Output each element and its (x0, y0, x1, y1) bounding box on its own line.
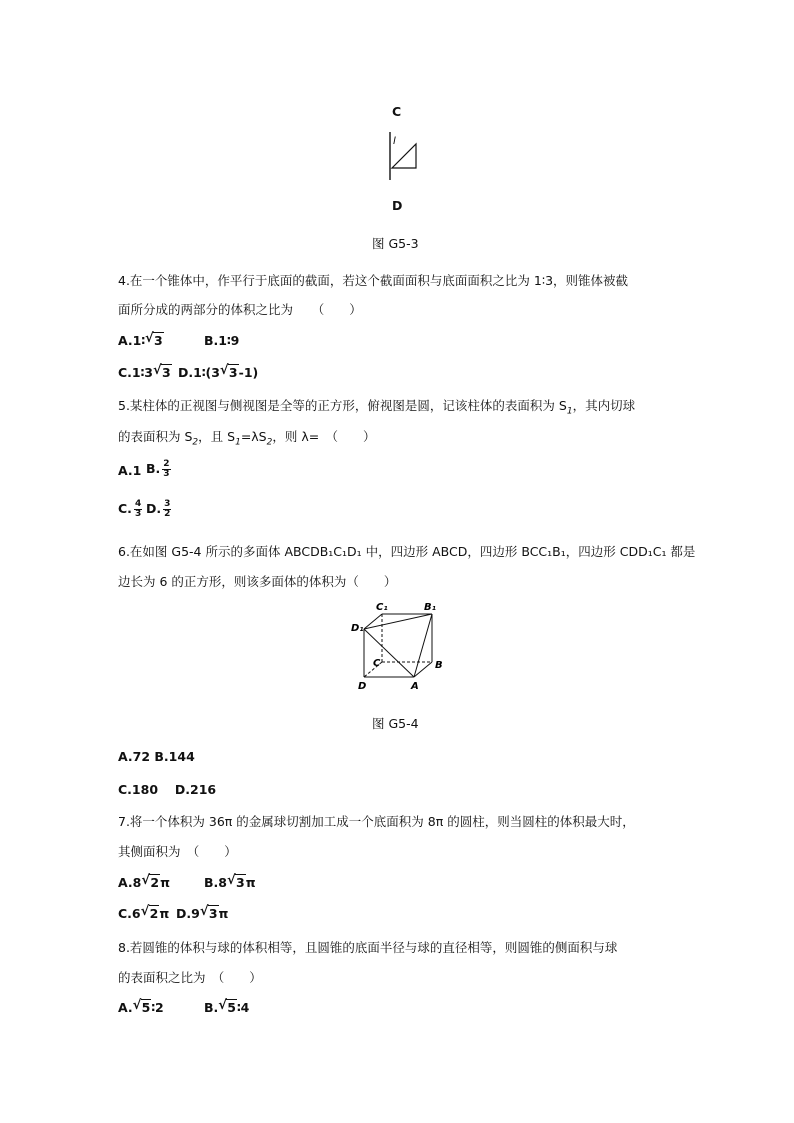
q5-sub-1: 1 (566, 406, 573, 417)
fig4-edge (364, 629, 414, 677)
q5-option-b-num: 2 (163, 459, 170, 469)
q8-option-b-radicand: 5 (227, 1000, 236, 1015)
q5-option-b-den: 3 (163, 469, 170, 479)
q7-option-c-suffix: π (159, 906, 170, 921)
q5-line1-main: 5.某柱体的正视图与侧视图是全等的正方形，俯视图是圆，记该柱体的表面积为 S (118, 398, 567, 413)
q7-option-a-prefix: A.8 (118, 875, 142, 890)
fig4-diagram (350, 600, 450, 694)
fig4-label-b1: B₁ (424, 602, 437, 613)
q4-option-a (118, 333, 164, 348)
q4-option-b: B.1∶9 (204, 333, 240, 348)
q4-option-a-prefix: A.1∶ (118, 333, 146, 348)
q8-option-b (204, 1000, 249, 1015)
q5-option-b (146, 460, 171, 479)
fig3-side-label: l (393, 136, 396, 147)
sqrt-symbol: √ 3 (153, 363, 171, 380)
fig3-diagram (380, 128, 430, 184)
q4-option-d-prefix: D.1∶(3 (178, 365, 220, 380)
fig4-edge (414, 662, 432, 677)
q4-option-a-radicand: 3 (154, 333, 163, 348)
q8-option-a (118, 1000, 164, 1015)
fig4-label-b: B (435, 660, 443, 671)
q7-option-a-radicand: 2 (150, 875, 160, 890)
q7-option-c-radicand: 2 (149, 906, 159, 921)
q7-option-d-radicand: 3 (208, 906, 218, 921)
q5-line1-end: ，其内切球 (572, 398, 636, 413)
q5-option-d-prefix: D. (146, 501, 162, 516)
q8-option-b-prefix: B. (204, 1000, 219, 1015)
q8-option-a-radicand: 5 (141, 1000, 151, 1015)
fig4-label-a: A (411, 681, 419, 692)
q6-text-line2: 边长为 6 的正方形，则该多面体的体积为（ ） (118, 574, 397, 589)
fig4-label-d: D (358, 681, 367, 692)
q7-option-d-prefix: D.9 (176, 906, 200, 921)
q8-text-line1: 8.若圆锥的体积与球的体积相等，且圆锥的底面半径与球的直径相等，则圆锥的侧面积与球 (118, 940, 618, 955)
q5-option-d (146, 500, 171, 519)
q5-option-c (118, 500, 142, 519)
q7-option-b-prefix: B.8 (204, 875, 227, 890)
fig3-triangle (392, 144, 416, 168)
q5-line2-c: =λS (240, 429, 267, 444)
q6-options-cd: C.180 D.216 (118, 782, 217, 797)
sqrt-symbol: √ 5 (218, 998, 236, 1015)
q5-option-c-num: 4 (134, 499, 142, 509)
sqrt-symbol: √ 5 (132, 998, 151, 1015)
q5-text-line1 (118, 396, 635, 417)
q6-options-ab: A.72 B.144 (118, 749, 195, 764)
sqrt-symbol: √ 3 (199, 904, 218, 921)
fig4-edge (414, 614, 432, 677)
fig4-label-c1: C₁ (376, 602, 388, 613)
q8-option-b-suffix: ∶4 (236, 1000, 250, 1015)
q7-option-b-suffix: π (245, 875, 256, 890)
fig4-label-d1: D₁ (351, 623, 364, 634)
q5-option-d-num: 3 (164, 499, 171, 509)
q5-option-c-prefix: C. (118, 501, 132, 516)
sqrt-symbol: √ 2 (141, 873, 160, 890)
q7-option-b-radicand: 3 (235, 875, 245, 890)
q7-option-a (118, 875, 170, 890)
q5-sub-1b: 1 (235, 437, 241, 448)
fraction (134, 500, 142, 519)
q8-option-a-prefix: A. (118, 1000, 133, 1015)
fraction (163, 500, 171, 519)
q4-option-c-prefix: C.1∶3 (118, 365, 153, 380)
sqrt-symbol: √ 3 (219, 363, 238, 380)
fig4-label-c: C (373, 658, 381, 669)
q7-option-b (204, 875, 256, 890)
q4-option-c (118, 365, 172, 380)
q7-text-line2: 其侧面积为 （ ） (118, 844, 237, 859)
q5-option-b-prefix: B. (146, 461, 161, 476)
q7-option-c-prefix: C.6 (118, 906, 141, 921)
sqrt-symbol: √ 3 (145, 331, 163, 348)
q5-option-d-den: 2 (164, 509, 171, 519)
fig4-caption: 图 G5-4 (372, 716, 419, 731)
q7-option-c (118, 906, 169, 921)
q7-text-line1: 7.将一个体积为 36π 的金属球切割加工成一个底面积为 8π 的圆柱，则当圆柱的体积最大时， (118, 814, 635, 829)
fraction (162, 460, 170, 479)
sqrt-symbol: √ 2 (140, 904, 159, 921)
q8-option-a-suffix: ∶2 (151, 1000, 164, 1015)
q8-text-line2: 的表面积之比为 （ ） (118, 970, 262, 985)
q5-option-a: A.1 (118, 463, 142, 478)
q4-option-d-suffix: -1) (238, 365, 259, 380)
q5-line2-d: ，则 λ= （ ） (272, 429, 376, 444)
q5-sub-2b: 2 (266, 437, 273, 448)
q5-text-line2 (118, 427, 375, 448)
q7-option-d (176, 906, 228, 921)
q4-text-line2: 面所分成的两部分的体积之比为 （ ） (118, 302, 362, 317)
q4-text-line1: 4.在一个锥体中，作平行于底面的截面，若这个截面面积与底面面积之比为 1∶3，则锥体被截 (118, 273, 629, 288)
fig4-edge (364, 614, 432, 629)
q4-option-d-radicand: 3 (228, 365, 238, 380)
q7-option-a-suffix: π (160, 875, 170, 890)
q7-option-d-suffix: π (218, 906, 229, 921)
sqrt-symbol: √ 3 (226, 873, 245, 890)
q4-option-c-radicand: 3 (162, 365, 171, 380)
q6-text-line1: 6.在如图 G5-4 所示的多面体 ABCDB₁C₁D₁ 中，四边形 ABCD，四边形 BCC₁B₁，四边形 CDD₁C₁ 都是 (118, 544, 696, 559)
fig3-top-label: C (392, 104, 402, 119)
q4-option-d (178, 365, 258, 380)
fig3-caption: 图 G5-3 (372, 236, 419, 251)
q5-line2-a: 的表面积为 S (118, 429, 193, 444)
q5-sub-2a: 2 (192, 437, 199, 448)
fig3-bottom-label: D (392, 198, 403, 213)
q5-option-c-den: 3 (134, 509, 142, 519)
q5-line2-b: ，且 S (198, 429, 236, 444)
